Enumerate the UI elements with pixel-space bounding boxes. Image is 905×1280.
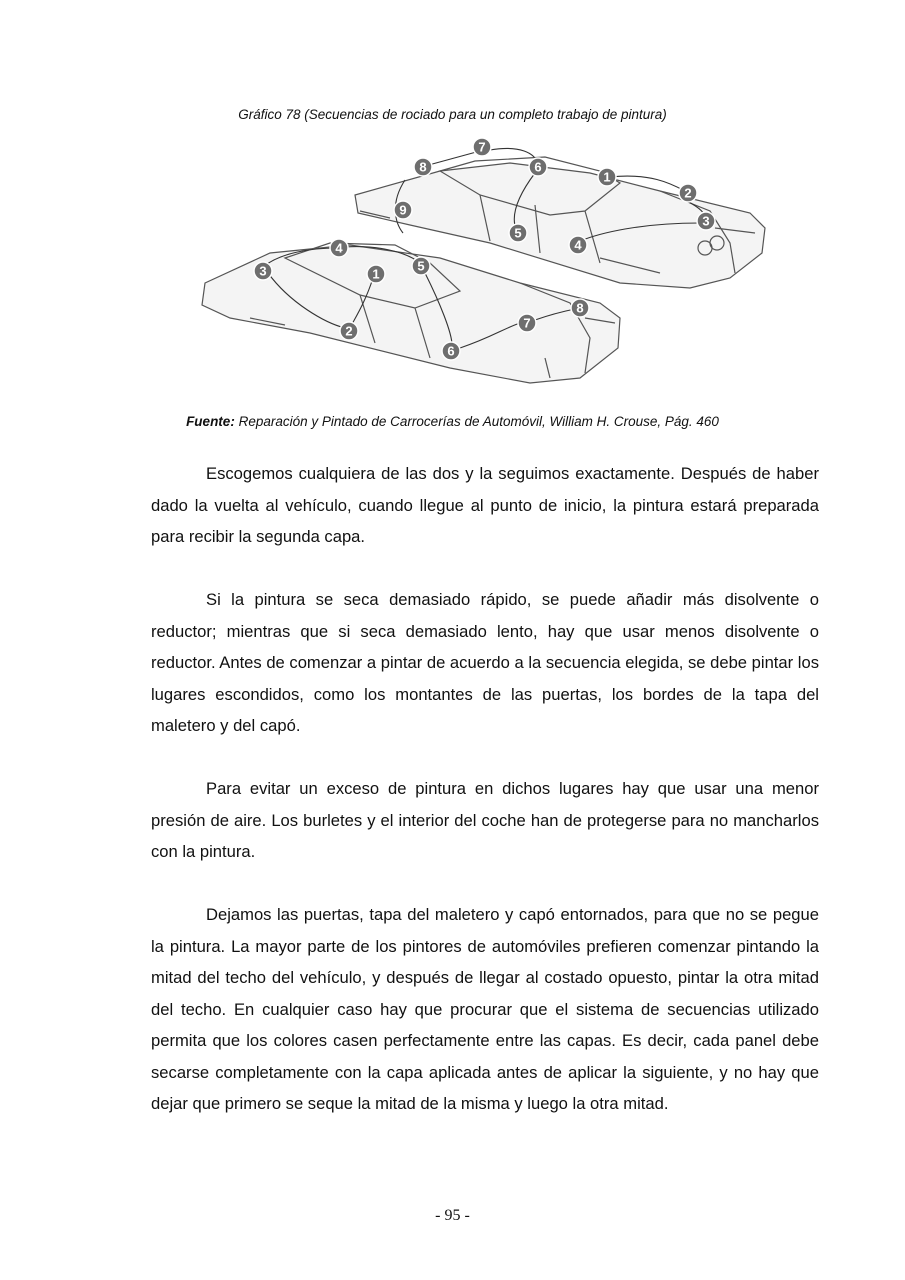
svg-text:1: 1 bbox=[603, 169, 611, 185]
top-car-marker-1 bbox=[598, 168, 616, 186]
bottom-car-marker-3 bbox=[254, 262, 272, 280]
svg-text:1: 1 bbox=[372, 266, 380, 282]
svg-text:6: 6 bbox=[447, 343, 455, 359]
figure-source bbox=[0, 414, 905, 429]
svg-text:2: 2 bbox=[684, 185, 692, 201]
top-car-marker-5 bbox=[509, 224, 527, 242]
top-car-marker-3 bbox=[697, 212, 715, 230]
svg-text:7: 7 bbox=[523, 315, 531, 331]
svg-text:4: 4 bbox=[574, 237, 582, 253]
bottom-car-marker-2 bbox=[340, 322, 358, 340]
svg-text:4: 4 bbox=[335, 240, 343, 256]
bottom-car-marker-4 bbox=[330, 239, 348, 257]
bottom-car-marker-8 bbox=[571, 299, 589, 317]
bottom-car-marker-7 bbox=[518, 314, 536, 332]
top-car-marker-8 bbox=[414, 158, 432, 176]
svg-text:7: 7 bbox=[478, 139, 486, 155]
source-label: Fuente: bbox=[186, 414, 235, 429]
source-text: Reparación y Pintado de Carrocerías de Automóvil, William H. Crouse, Pág. 460 bbox=[238, 414, 719, 429]
svg-text:5: 5 bbox=[417, 258, 425, 274]
svg-text:8: 8 bbox=[576, 300, 584, 316]
top-car-marker-2 bbox=[679, 184, 697, 202]
svg-text:8: 8 bbox=[419, 159, 427, 175]
svg-text:2: 2 bbox=[345, 323, 353, 339]
body-text bbox=[151, 458, 819, 1151]
svg-text:3: 3 bbox=[259, 263, 267, 279]
figure-caption: Gráfico 78 (Secuencias de rociado para un completo trabajo de pintura) bbox=[238, 107, 667, 122]
top-car-marker-9 bbox=[394, 201, 412, 219]
bottom-car-marker-1 bbox=[367, 265, 385, 283]
svg-text:5: 5 bbox=[514, 225, 522, 241]
top-car-marker-4 bbox=[569, 236, 587, 254]
page-number: - 95 - bbox=[435, 1207, 470, 1224]
top-car-marker-7 bbox=[473, 138, 491, 156]
bottom-car-marker-6 bbox=[442, 342, 460, 360]
svg-text:3: 3 bbox=[702, 213, 710, 229]
svg-text:6: 6 bbox=[534, 159, 542, 175]
paragraph-2: Si la pintura se seca demasiado rápido, se puede añadir más disolvente o reductor; mientras que si seca demasiado lento, hay que usar menos disolvente o reductor. Antes de comenzar a pintar de acuerdo a la secuencia elegida, se debe pintar los lugares escondidos, como los montantes de las puertas, los bordes de la tapa del maletero y del capó. bbox=[151, 590, 819, 735]
bottom-car-marker-5 bbox=[412, 257, 430, 275]
paragraph-1: Escogemos cualquiera de las dos y la seguimos exactamente. Después de haber dado la vuelta al vehículo, cuando llegue al punto de inicio, la pintura estará preparada para recibir la segunda capa. bbox=[151, 464, 819, 546]
paragraph-4: Dejamos las puertas, tapa del maletero y capó entornados, para que no se pegue la pintura. La mayor parte de los pintores de automóviles prefieren comenzar pintando la mitad del techo del vehículo, y después de llegar al costado opuesto, pintar la otra mitad del techo. En cualquier caso hay que procurar que el sistema de secuencias utilizado permita que los colores casen perfectamente entre las capas. Es decir, cada panel debe secarse completamente con la capa aplicada antes de aplicar la siguiente, y no hay que dejar que primero se seque la mitad de la misma y luego la otra mitad. bbox=[151, 905, 819, 1113]
svg-text:9: 9 bbox=[399, 202, 407, 218]
paragraph-3: Para evitar un exceso de pintura en dichos lugares hay que usar una menor presión de aire. Los burletes y el interior del coche han de protegerse para no mancharlos con la pintura. bbox=[151, 779, 819, 861]
top-car-marker-6 bbox=[529, 158, 547, 176]
car-spray-sequence-illustration bbox=[190, 133, 780, 403]
